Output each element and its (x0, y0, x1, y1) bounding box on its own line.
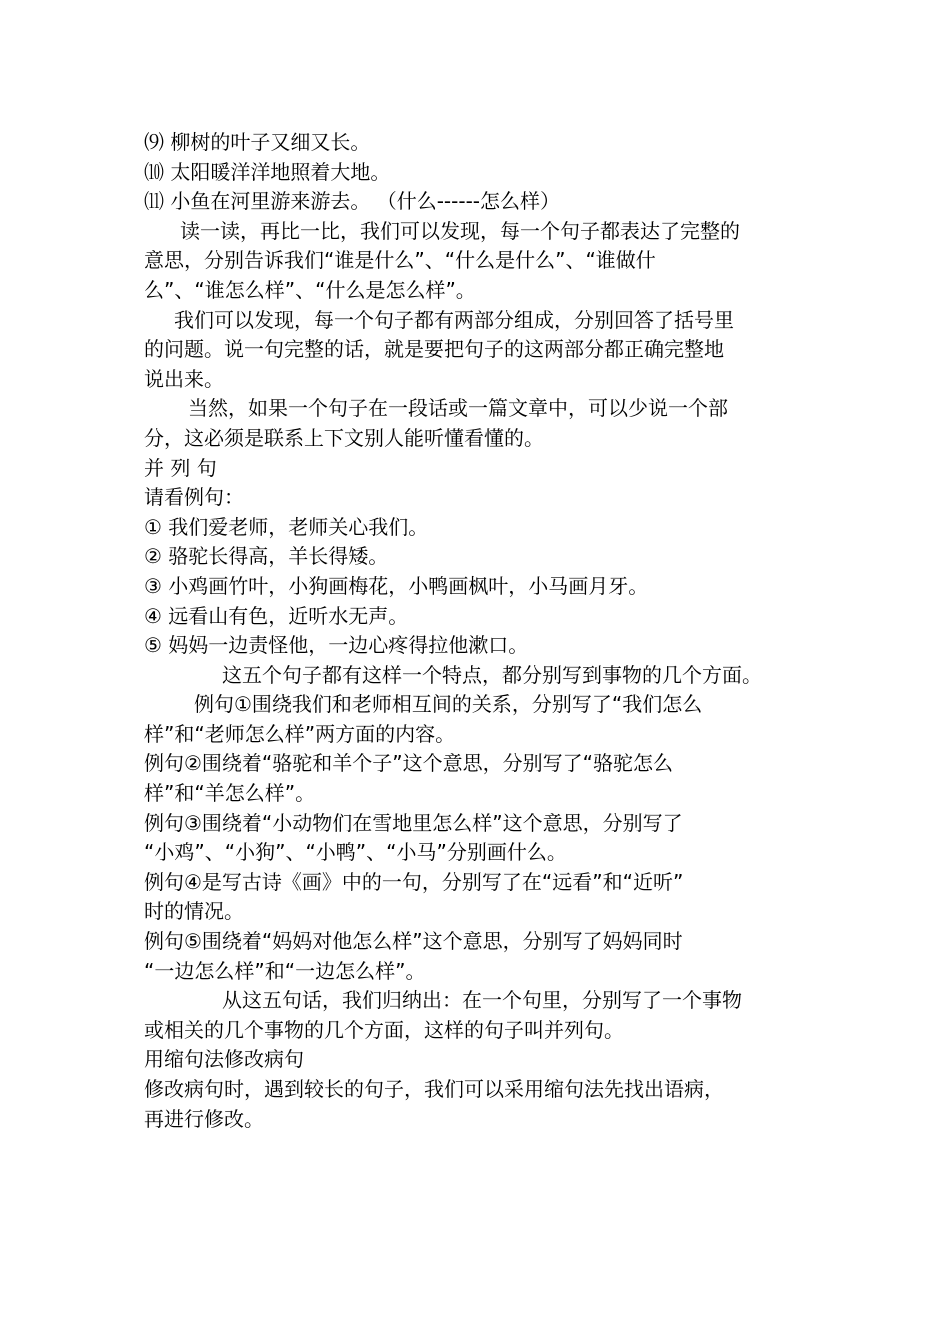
example-sentence: ① 我们爱老师，老师关心我们。 (144, 514, 429, 539)
paragraph-text: 么”、“谁怎么样”、“什么是怎么样”。 (144, 277, 476, 302)
example-sentence: ④ 远看山有色，近听水无声。 (144, 603, 409, 628)
paragraph-text: 说出来。 (144, 366, 224, 391)
paragraph-text: “小鸡”、“小狗”、“小鸭”、“小马”分别画什么。 (144, 840, 567, 865)
paragraph-text: 例句①围绕我们和老师相互间的关系，分别写了“我们怎么 (194, 692, 703, 717)
paragraph-text: 分，这必须是联系上下文别人能听懂看懂的。 (144, 425, 544, 450)
paragraph-text: 例句③围绕着“小动物们在雪地里怎么样”这个意思，分别写了 (144, 810, 683, 835)
paragraph-text: 读一读，再比一比，我们可以发现，每一个句子都表达了完整的 (180, 218, 740, 243)
example-sentence: ② 骆驼长得高，羊长得矮。 (144, 544, 389, 569)
paragraph-text: “一边怎么样”和“一边怎么样”。 (144, 958, 426, 983)
paragraph-text: 我们可以发现，每一个句子都有两部分组成，分别回答了括号里 (174, 307, 734, 332)
example-10: ⑽ 太阳暖洋洋地照着大地。 (144, 159, 391, 184)
paragraph-text: 样”和“老师怎么样”两方面的内容。 (144, 721, 456, 746)
example-intro: 请看例句： (144, 485, 244, 510)
paragraph-text: 例句④是写古诗《画》中的一句，分别写了在“远看”和“近听” (144, 869, 684, 894)
paragraph-text: 意思，分别告诉我们“谁是什么”、“什么是什么”、“谁做什 (144, 248, 656, 273)
example-sentence: ⑤ 妈妈一边责怪他，一边心疼得拉他漱口。 (144, 633, 529, 658)
example-11: ⑾ 小鱼在河里游来游去。 （什么------怎么样） (144, 189, 561, 214)
paragraph-text: 例句②围绕着“骆驼和羊个子”这个意思，分别写了“骆驼怎么 (144, 751, 674, 776)
section-heading: 用缩句法修改病句 (144, 1047, 304, 1072)
paragraph-text: 当然，如果一个句子在一段话或一篇文章中，可以少说一个部 (188, 396, 728, 421)
paragraph-text: 修改病句时，遇到较长的句子，我们可以采用缩句法先找出语病， (144, 1077, 724, 1101)
paragraph-text: 样”和“羊怎么样”。 (144, 781, 316, 806)
document-body (144, 128, 834, 1134)
paragraph-text: 从这五句话，我们归纳出：在一个句里，分别写了一个事物 (222, 988, 742, 1013)
section-heading: 并 列 句 (144, 455, 217, 480)
example-sentence: ③ 小鸡画竹叶，小狗画梅花，小鸭画枫叶，小马画月牙。 (144, 573, 649, 598)
paragraph-text: 再进行修改。 (144, 1106, 264, 1131)
paragraph-text: 或相关的几个事物的几个方面，这样的句子叫并列句。 (144, 1017, 624, 1042)
example-9: ⑼ 柳树的叶子又细又长。 (144, 130, 371, 154)
paragraph-text: 例句⑤围绕着“妈妈对他怎么样”这个意思，分别写了妈妈同时 (144, 929, 683, 954)
paragraph-text: 的问题。说一句完整的话，就是要把句子的这两部分都正确完整地 (144, 337, 724, 362)
paragraph-text: 这五个句子都有这样一个特点，都分别写到事物的几个方面。 (222, 662, 762, 687)
paragraph-text: 时的情况。 (144, 899, 244, 924)
